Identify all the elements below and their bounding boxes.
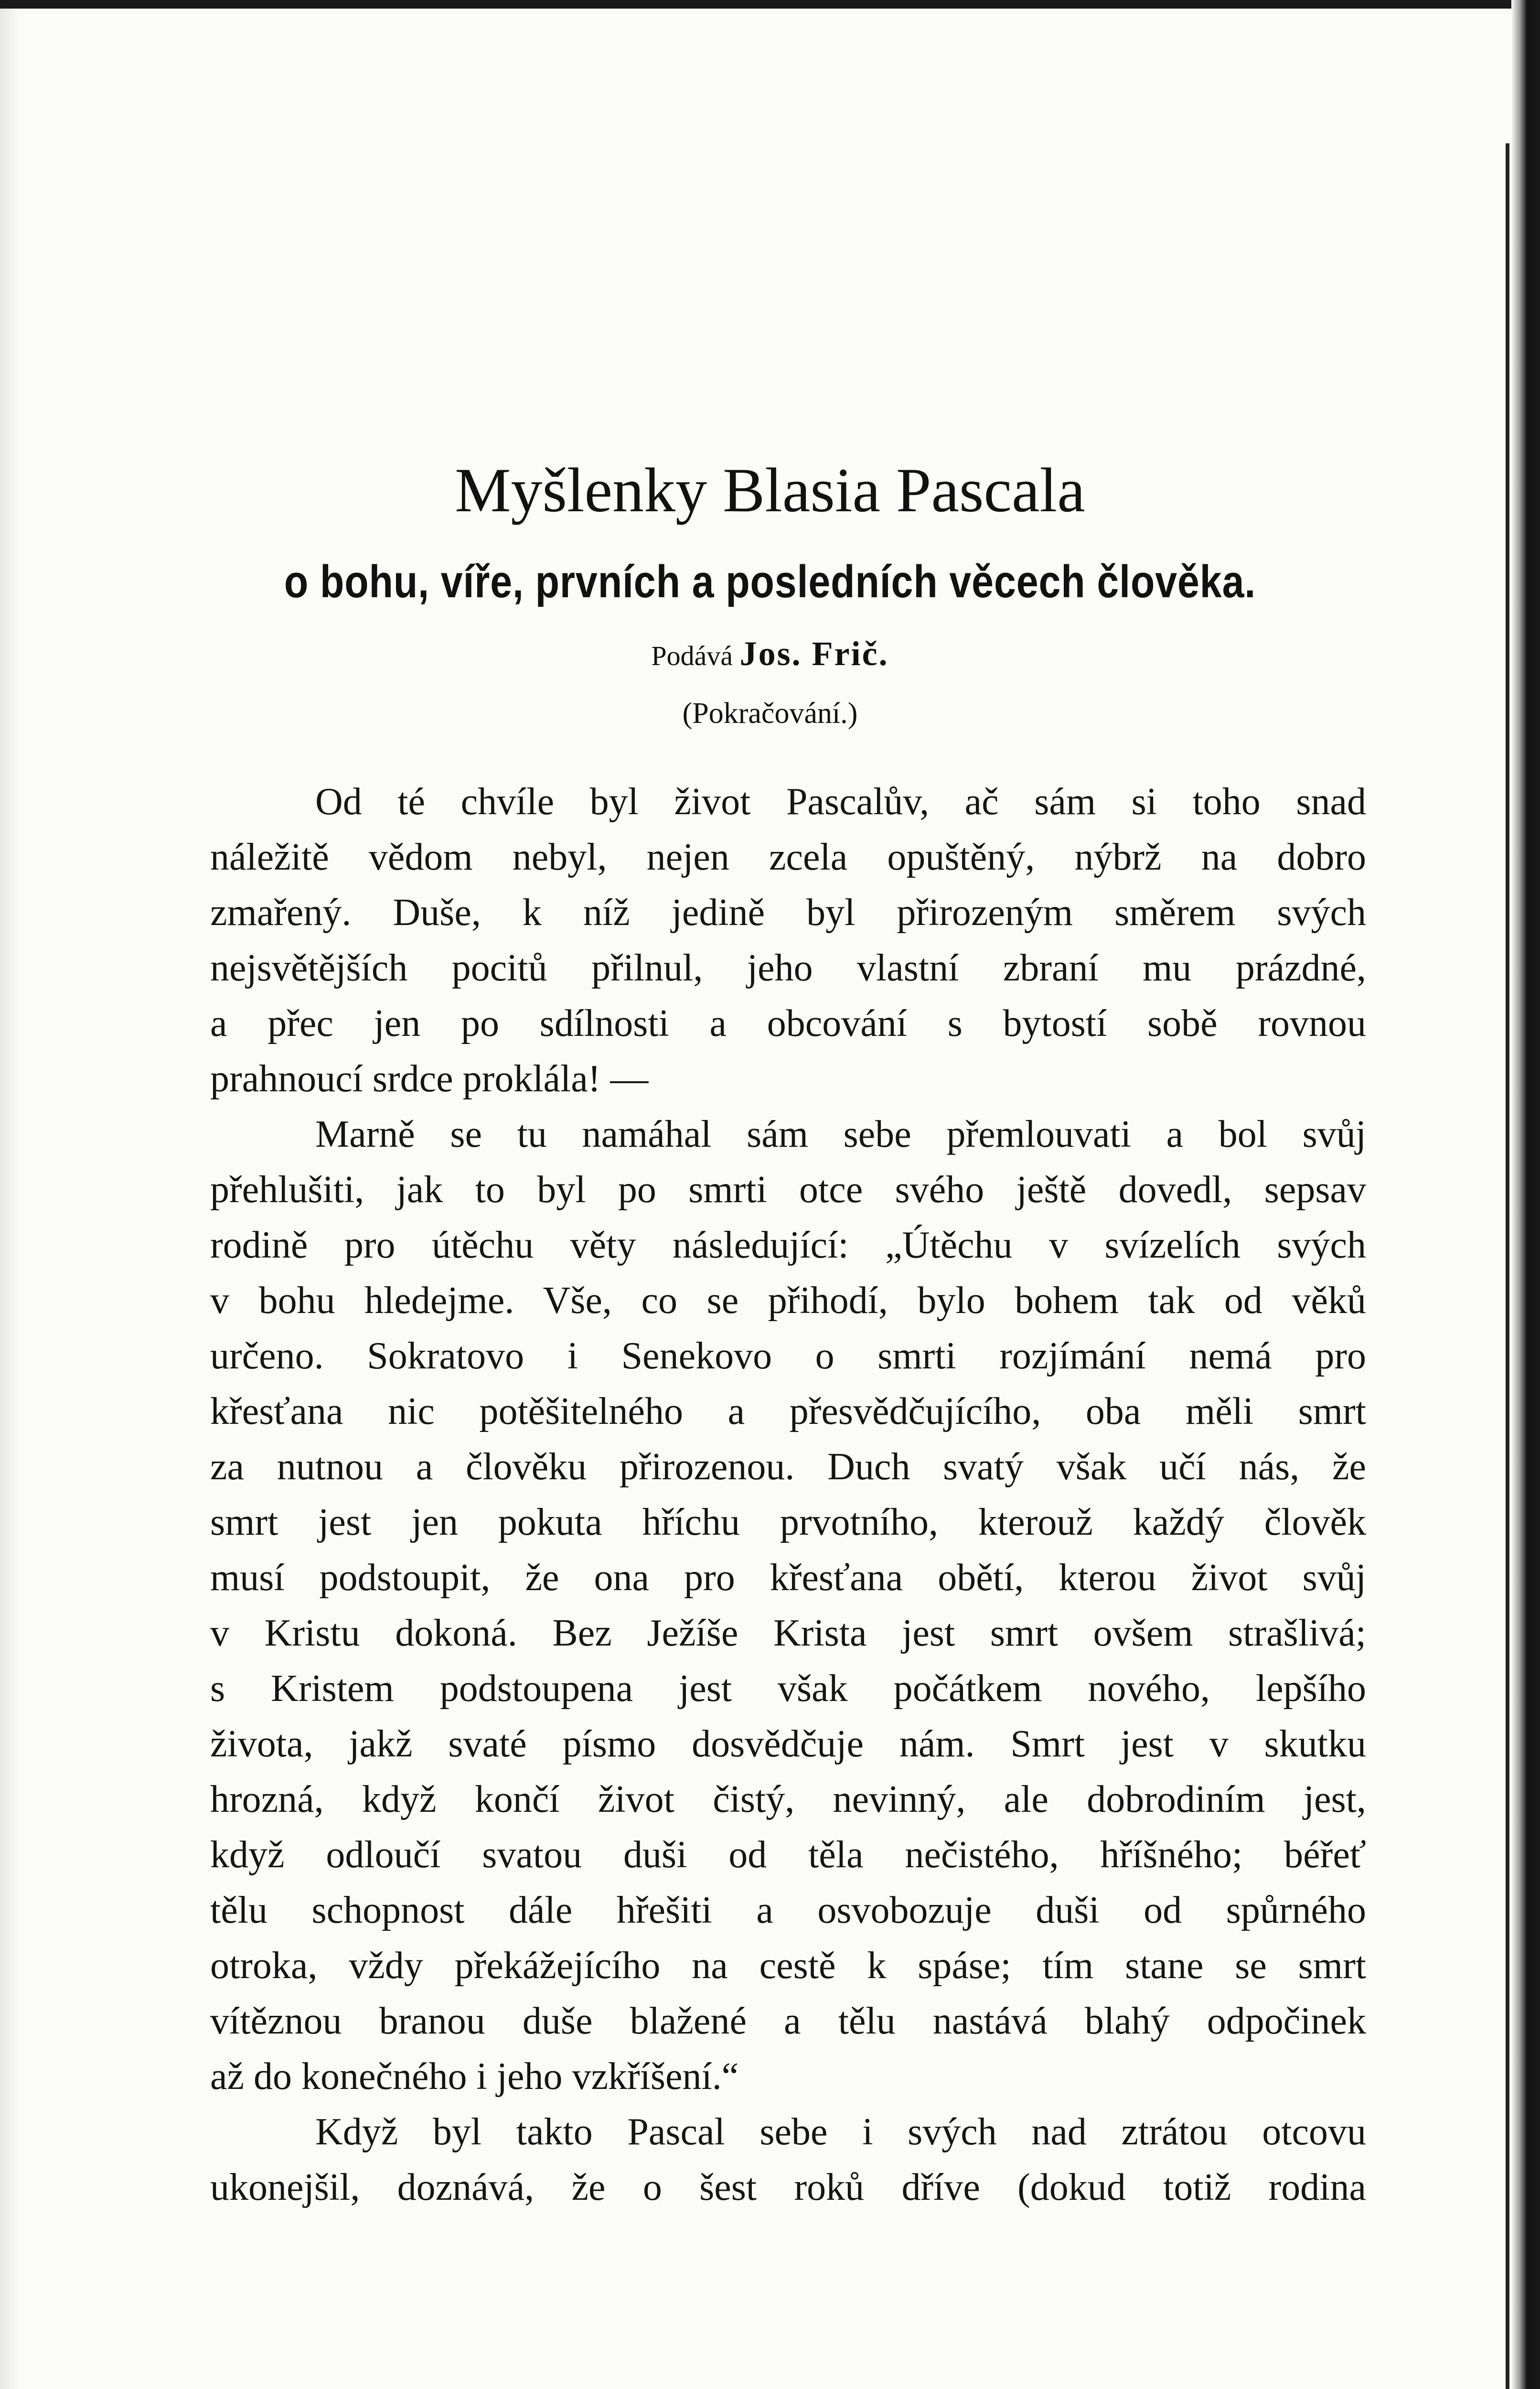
text-line: zmařený. Duše, k níž jedině byl přirozeným směrem svých [210, 892, 1366, 934]
page-right-edge [1511, 0, 1540, 2389]
text-line: přehlušiti, jak to byl po smrti otce svého ještě dovedl, sepsav [210, 1169, 1366, 1211]
byline [0, 636, 1540, 671]
article-title: Myšlenky Blasia Pascala [455, 455, 1085, 525]
text-line: nejsvětějších pocitů přilnul, jeho vlastní zbraní mu prázdné, [210, 947, 1366, 989]
text-line: života, jakž svaté písmo dosvědčuje nám. Smrt jest v skutku [210, 1723, 1366, 1765]
text-line: smrt jest jen pokuta hříchu prvotního, kterouž každý člověk [210, 1501, 1366, 1543]
text-line: křesťana nic potěšitelného a přesvědčujícího, oba měli smrt [210, 1390, 1366, 1432]
text-line: prahnoucí srdce proklála! — [210, 1058, 649, 1100]
byline-author: Jos. Frič. [739, 635, 889, 673]
text-line: určeno. Sokratovo i Senekovo o smrti rozjímání nemá pro [210, 1335, 1366, 1377]
text-line: v Kristu dokoná. Bez Ježíše Krista jest smrt ovšem strašlivá; [210, 1612, 1366, 1654]
text-line: s Kristem podstoupena jest však počátkem nového, lepšího [210, 1668, 1366, 1710]
text-line: Marně se tu namáhal sám sebe přemlouvati a bol svůj [315, 1113, 1366, 1155]
article-subtitle: o bohu, víře, prvních a posledních věcech člověka. [284, 556, 1256, 607]
text-line: musí podstoupit, že ona pro křesťana obětí, kterou život svůj [210, 1557, 1366, 1599]
byline-prefix: Podává [651, 640, 733, 671]
page-left-shadow [0, 0, 19, 2389]
text-line: otroka, vždy překážejícího na cestě k spáse; tím stane se smrt [210, 1945, 1366, 1987]
text-line: hrozná, když končí život čistý, nevinný, ale dobrodiním jest, [210, 1778, 1366, 1820]
text-line: vítěznou branou duše blažené a tělu nastává blahý odpočinek [210, 2000, 1366, 2042]
body-text [210, 774, 1366, 2215]
text-line: tělu schopnost dále hřešiti a osvobozuje duši od spůrného [210, 1889, 1366, 1931]
text-line: Když byl takto Pascal sebe i svých nad ztrátou otcovu [315, 2111, 1366, 2153]
text-line: ukonejšil, doznává, že o šest roků dříve (dokud totiž rodina [210, 2166, 1366, 2208]
text-line: Od té chvíle byl život Pascalův, ač sám si toho snad [315, 781, 1366, 823]
page-top-edge [0, 0, 1540, 9]
text-line: až do konečného i jeho vzkříšení.“ [210, 2055, 739, 2098]
continued-note: (Pokračování.) [682, 697, 858, 730]
text-line: za nutnou a člověku přirozenou. Duch svatý však učí nás, že [210, 1446, 1366, 1488]
text-line: rodině pro útěchu věty následující: „Útěchu v svízelích svých [210, 1224, 1366, 1266]
text-line: když odloučí svatou duši od těla nečistého, hříšného; béřeť [210, 1834, 1366, 1876]
text-line: v bohu hledejme. Vše, co se přihodí, bylo bohem tak od věků [210, 1280, 1366, 1322]
text-line: a přec jen po sdílnosti a obcování s bytostí sobě rovnou [210, 1002, 1366, 1044]
text-line: náležitě vědom nebyl, nejen zcela opuštěný, nýbrž na dobro [210, 836, 1366, 878]
